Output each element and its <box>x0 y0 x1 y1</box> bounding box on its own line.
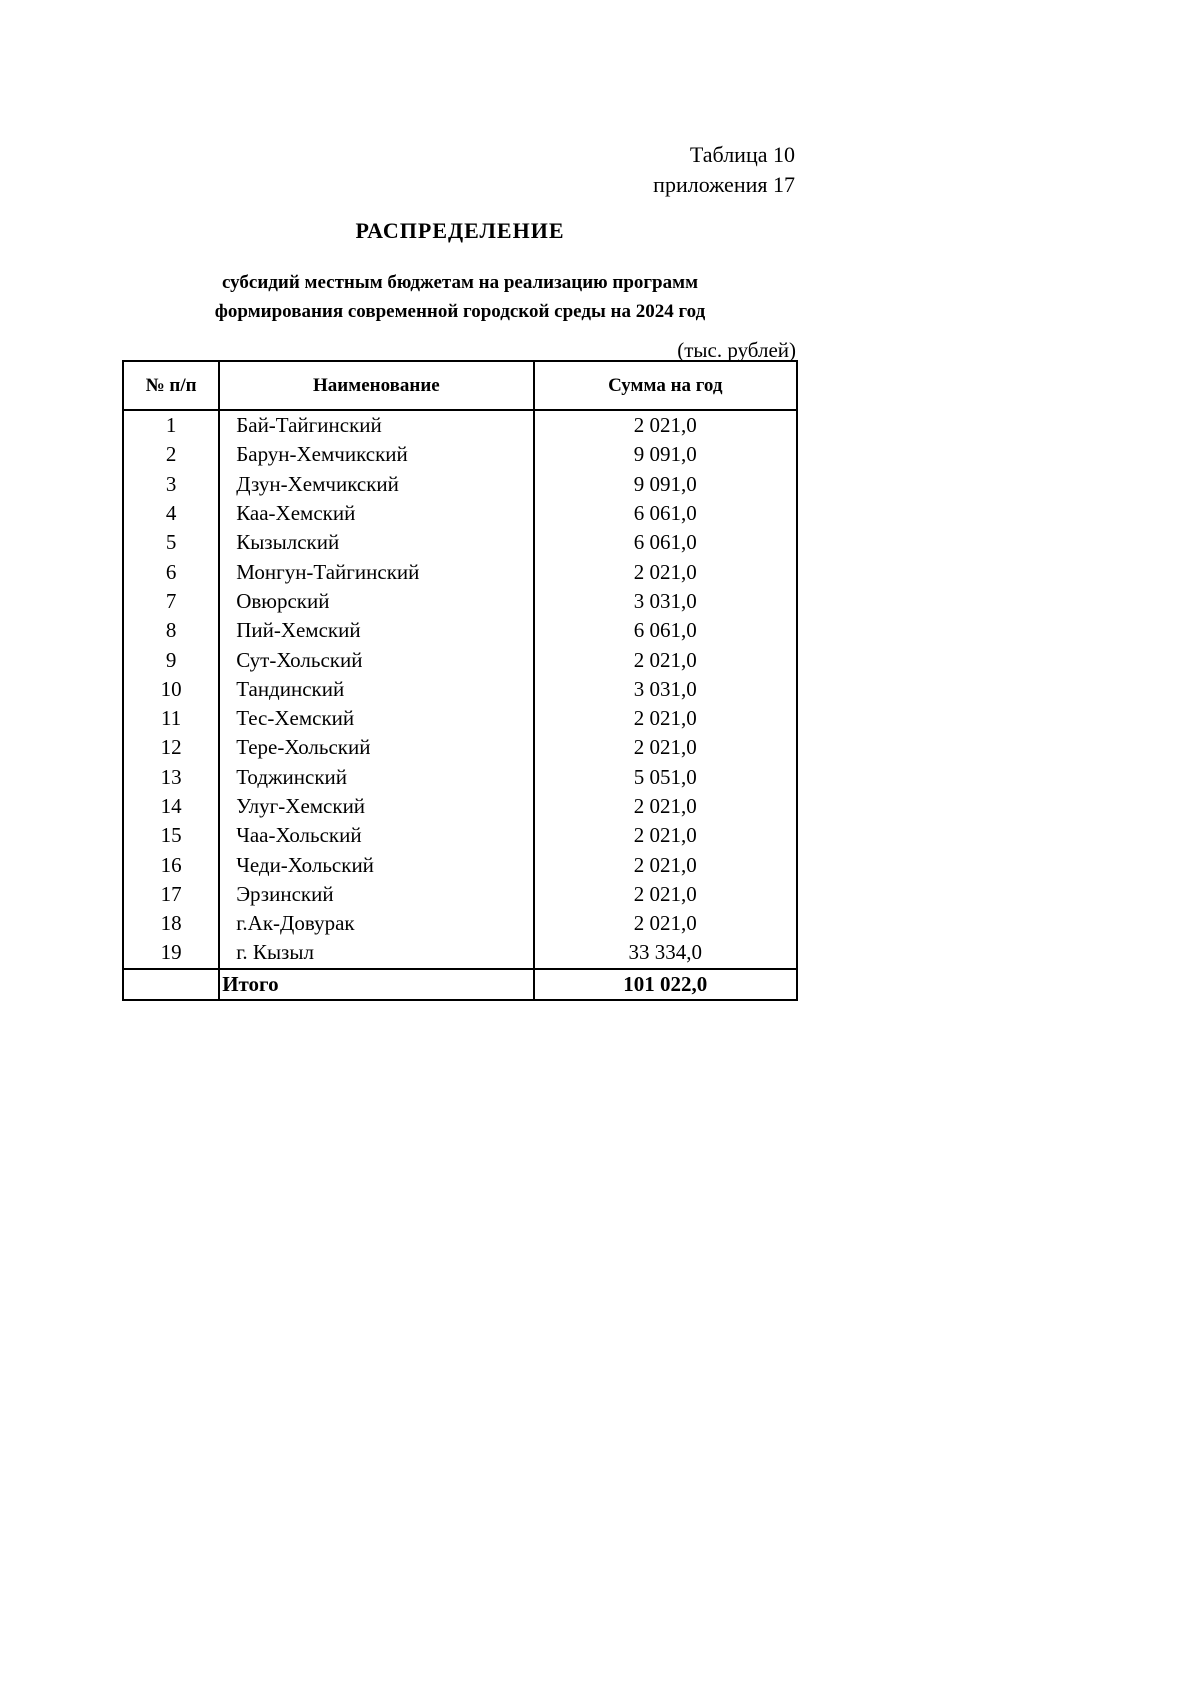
row-sum: 6 061,0 <box>534 528 797 557</box>
row-number: 6 <box>123 557 219 586</box>
row-number: 4 <box>123 499 219 528</box>
row-number: 7 <box>123 587 219 616</box>
row-number: 17 <box>123 880 219 909</box>
row-sum: 2 021,0 <box>534 792 797 821</box>
document-title: РАСПРЕДЕЛЕНИЕ <box>355 218 565 243</box>
table-row <box>123 645 797 674</box>
row-name: Тере-Хольский <box>219 733 533 762</box>
total-number-cell <box>123 969 219 1000</box>
row-sum: 9 091,0 <box>534 470 797 499</box>
table-row <box>123 528 797 557</box>
table-row <box>123 440 797 469</box>
table-row <box>123 880 797 909</box>
row-number: 1 <box>123 410 219 440</box>
row-name: Бай-Тайгинский <box>219 410 533 440</box>
table-row <box>123 499 797 528</box>
row-name: Барун-Хемчикский <box>219 440 533 469</box>
row-name: г.Ак-Довурак <box>219 909 533 938</box>
row-sum: 3 031,0 <box>534 675 797 704</box>
row-name: г. Кызыл <box>219 938 533 968</box>
subtitle-line-2: формирования современной городской среды на 2024 год <box>214 301 706 322</box>
row-sum: 9 091,0 <box>534 440 797 469</box>
header-row <box>123 361 797 410</box>
column-header-name: Наименование <box>219 361 533 410</box>
row-sum: 2 021,0 <box>534 909 797 938</box>
row-name: Овюрский <box>219 587 533 616</box>
table-row <box>123 938 797 968</box>
table-row <box>123 587 797 616</box>
row-number: 12 <box>123 733 219 762</box>
units-label: (тыс. рублей) <box>677 338 796 362</box>
table-reference <box>653 140 795 200</box>
row-number: 10 <box>123 675 219 704</box>
column-header-number: № п/п <box>123 361 219 410</box>
row-sum: 2 021,0 <box>534 850 797 879</box>
row-sum: 3 031,0 <box>534 587 797 616</box>
table-footer <box>123 969 797 1000</box>
row-sum: 2 021,0 <box>534 704 797 733</box>
table-body <box>123 410 797 969</box>
table-row <box>123 675 797 704</box>
row-name: Монгун-Тайгинский <box>219 557 533 586</box>
row-sum: 2 021,0 <box>534 821 797 850</box>
row-name: Сут-Хольский <box>219 645 533 674</box>
row-number: 14 <box>123 792 219 821</box>
appendix-number: приложения 17 <box>653 172 795 197</box>
total-label: Итого <box>219 969 533 1000</box>
row-number: 16 <box>123 850 219 879</box>
row-name: Улуг-Хемский <box>219 792 533 821</box>
table-row <box>123 616 797 645</box>
row-number: 9 <box>123 645 219 674</box>
table-row <box>123 792 797 821</box>
table-row <box>123 557 797 586</box>
total-row <box>123 969 797 1000</box>
row-number: 8 <box>123 616 219 645</box>
row-number: 15 <box>123 821 219 850</box>
table-row <box>123 470 797 499</box>
row-sum: 5 051,0 <box>534 763 797 792</box>
row-number: 11 <box>123 704 219 733</box>
document-subtitle <box>122 268 798 326</box>
column-header-sum: Сумма на год <box>534 361 797 410</box>
row-number: 13 <box>123 763 219 792</box>
table-row <box>123 821 797 850</box>
row-sum: 2 021,0 <box>534 733 797 762</box>
row-name: Тес-Хемский <box>219 704 533 733</box>
row-name: Тоджинский <box>219 763 533 792</box>
row-name: Тандинский <box>219 675 533 704</box>
distribution-table <box>122 360 798 1001</box>
row-name: Чеди-Хольский <box>219 850 533 879</box>
row-sum: 33 334,0 <box>534 938 797 968</box>
row-sum: 6 061,0 <box>534 616 797 645</box>
table-row <box>123 763 797 792</box>
row-name: Эрзинский <box>219 880 533 909</box>
table-header <box>123 361 797 410</box>
row-sum: 6 061,0 <box>534 499 797 528</box>
table-row <box>123 850 797 879</box>
row-number: 5 <box>123 528 219 557</box>
table-row <box>123 909 797 938</box>
table-row <box>123 733 797 762</box>
row-number: 3 <box>123 470 219 499</box>
row-name: Дзун-Хемчикский <box>219 470 533 499</box>
total-sum: 101 022,0 <box>534 969 797 1000</box>
row-sum: 2 021,0 <box>534 410 797 440</box>
row-sum: 2 021,0 <box>534 557 797 586</box>
row-sum: 2 021,0 <box>534 645 797 674</box>
table-row <box>123 410 797 440</box>
row-sum: 2 021,0 <box>534 880 797 909</box>
row-number: 2 <box>123 440 219 469</box>
table-number: Таблица 10 <box>689 142 795 167</box>
row-name: Каа-Хемский <box>219 499 533 528</box>
row-number: 19 <box>123 938 219 968</box>
row-name: Пий-Хемский <box>219 616 533 645</box>
row-number: 18 <box>123 909 219 938</box>
row-name: Кызылский <box>219 528 533 557</box>
subtitle-line-1: субсидий местным бюджетам на реализацию программ <box>221 272 699 293</box>
row-name: Чаа-Хольский <box>219 821 533 850</box>
table-row <box>123 704 797 733</box>
